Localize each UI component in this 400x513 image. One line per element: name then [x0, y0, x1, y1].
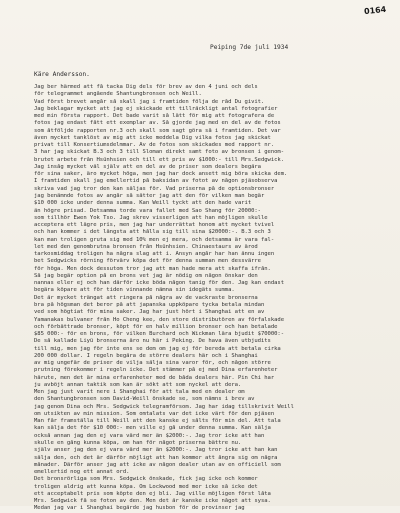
- letter-line: emellertid nog ett annat ord.: [34, 469, 130, 476]
- letter-line: och han kommer i det längsta att hålla sig till sina $20000:-. B.3 och 3: [34, 229, 271, 236]
- letter-line: I framtiden skall jag emellertid på baksidan av fotot av någon pjäsobserva: [34, 178, 278, 185]
- letter-line: bet Sedgwicks rörning förvärv köpa det för denna summan men dessvärre: [34, 258, 261, 265]
- letter-line: Mrs. Sedgwick få se foton av den. Men det är kanske icke något att sysa.: [34, 498, 271, 505]
- letter-line: acceptera ett lägre pris, men jag har underrättat honom att mycket tvivel: [34, 222, 275, 229]
- letter-line: Medan jag var i Shanghai begärde jag husbon för de provinser jag: [34, 505, 245, 512]
- reference-number: 0164: [363, 4, 387, 17]
- letter-line: bra på högsman det beror på att japanska uppköpare tycka betala mindan: [34, 301, 265, 308]
- letter-line: 200 000 dollar. I regeln begära de större dealers här och i Shanghai: [34, 352, 258, 359]
- letter-line: ved som högtiat för mina saker. Jag har just hört i Shanghai att en av: [34, 309, 265, 316]
- letter-line: den Shantungbronsen som David-Weill önskade se, som nämns i brev av: [34, 396, 255, 403]
- letter-line: ju avböjt annan taktik som kan är sökt att som nyckel att dera.: [34, 381, 242, 388]
- letter-line: även mycket tanklöst av mig att icke meddela Dig vilka fotos jag skickat: [34, 134, 271, 141]
- letter-line: Det bronsrörliga som Mrs. Sedgwick önskade, fick jag icke och kommer: [34, 476, 258, 483]
- letter-line: Jag ber härmed att få tacka Dig dels för brev av den 4 juni och dels: [34, 84, 258, 90]
- letter-line: prutning förekommer i regeln icke. Det stämmer på ej med Dina erfarenheter: [34, 367, 278, 374]
- letter-line: Jag beklagar mycket att jag ej skickade ett tillräckligt antal fotografier: [34, 105, 278, 112]
- letter-line: jag benämnde fotos av angår så sätter jag att den för vilken man begär: [34, 192, 265, 199]
- letter-line: som åtföljde rapporten nr.3 och skall som sagt göra så i framtiden. Det var: [34, 127, 281, 134]
- letter-line: för telegrammet angående Shantungbronsen och Weill.: [34, 91, 202, 98]
- letter-line: begära köpare att för tiden vinnande nämna sin idegäts summa.: [34, 287, 235, 294]
- letter-line: för höga. Men dock dessutom tror jag att man hade mera att skaffa ifrån.: [34, 265, 271, 272]
- letter-line: $85 000:- för en brons, för vilken Burchard och Wickman lära bjudit $70000:-: [34, 331, 285, 338]
- letter-line: Men jag just varit nere i Shanghai för att tala med en dealer om: [34, 389, 245, 396]
- letter-line: tarkosmiddag troligen ha några slag att i. Ansyn angår har han ännu ingen: [34, 251, 275, 258]
- letter-line: troligen aldrig att kunna köpa. Om Lockwood med mer icke så icke det: [34, 483, 258, 490]
- letter-line: Man får framställa till Weill att den kanske ej sålts för min del. Att tala: [34, 418, 281, 425]
- letter-line: sälja den, och det är därför möjligt att han kommer att ångra sig om några: [34, 454, 278, 461]
- letter-line: Så jag begär option på en brons vet jag är nödig om någon önskar den: [34, 272, 258, 279]
- dateline: Peiping 7de juli 1934: [210, 44, 289, 51]
- letter-line: Yamanakas bulvaner från Ho Cheng kee, den store distributören av förfalskade: [34, 316, 285, 323]
- letter-line: med min första rapport. Det bade varit så lätt för mig att fotografera de: [34, 113, 275, 120]
- letter-line: De så kallade Liyü bronserna äro nu här i Peking. De hava även utbjudits: [34, 338, 271, 345]
- letter-line: fotos jag endast fått ett exemplar av. Så gjorde jag med en del av de fotos: [34, 120, 281, 127]
- letter-line: let med den genombrutna bronsen från Hsünhsien. Chinaestaurs av ärod: [34, 243, 258, 250]
- letter-body: [34, 84, 374, 513]
- letter-line: brutet arbete från Hsünhsien och till ett pris av $1000:- till Mrs.Sedgwick.: [34, 156, 285, 163]
- letter-line: kan sälja det för $10 000:- men ville ej gå under denna summa. Kan sälja: [34, 425, 271, 432]
- letter-line: 3 har jag skickat B.3 och 3 till Sloman direkt samt foto av bronsen i genom-: [34, 149, 285, 156]
- letter-line: $10 000 icke under denna summa. Kan Weill tyckt att den hade varit: [34, 200, 252, 207]
- letter-line: av mig ungefär de priser de vilja sälja sina varor för, och någon större: [34, 360, 271, 367]
- letter-line: till mig, men jag för inte ens se dem om jag ej för bereda att betala cirka: [34, 345, 281, 352]
- letter-line: kan man troligen gruta sig med 10% men ej mera, och detsamma är vara fal-: [34, 236, 275, 243]
- letter-line: privat till Konsertiumsdelmmar. Av de fotos som skickades med rapport nr.: [34, 142, 275, 149]
- letter-line: själv anser jag den ej vara värd mer än $2000:-. Jag tror icke att han kan: [34, 447, 278, 454]
- letter-line: Vad först brevet angår så skall jag i framtiden följa de råd Du givit.: [34, 98, 265, 105]
- letter-line: ett acceptabelt pris som köpte den ej bli. Jag ville möjligen först låta: [34, 490, 271, 497]
- letter-line: som tillhör Ewen Yok Tso. Jag skrev visserligen att han möjligen skulle: [34, 214, 268, 221]
- salutation: Käre Andersson.: [34, 71, 90, 78]
- letter-line: nannas eller ej och han därför icke böda någon tanig för den. Jag kan endast: [34, 280, 285, 287]
- letter-line: skriva vad jag tror den kan säljas för. Vad priserna på de optionsbronser: [34, 185, 275, 192]
- letter-line: än högre prisad. Detsamma torde vara fallet med Sao Shang för 20000:-: [34, 207, 261, 214]
- letter-line: och förbättrade bronser, köpt för en halv million bronser och han betalade: [34, 323, 278, 330]
- letter-line: skulle en gång kunna köpa, om han för något priserna bättre nu.: [34, 440, 242, 447]
- letter-line: jag genom Dina och Mrs. Sedgwick telegramförsom. Jag har idag tillskrivit Weill: [34, 403, 294, 410]
- letter-line: härute, men det är mina erfarenheter med de båda dealers här. Pin Chi har: [34, 374, 275, 381]
- letter-line: Jag insåg mycket väl själv att en del av de priser som dealers begära: [34, 163, 261, 170]
- letter-line: för sina saker, äro mycket höga, men jag har dock ansett mig böra skicka dem.: [34, 171, 288, 178]
- letter-line: Det är mycket trängat att ringera på några av de vackraste bronserna: [34, 294, 258, 301]
- letter-line: också annan jag den ej vara värd mer än $2000:-. Jag tror icke att han: [34, 432, 265, 439]
- letter-line: om utsikten av min mission. Som omtalats var det icke värt för den pjäsen: [34, 410, 275, 417]
- letter-line: månader. Därför anser jag att icke av någon dealer utan av en officiell som: [34, 461, 281, 468]
